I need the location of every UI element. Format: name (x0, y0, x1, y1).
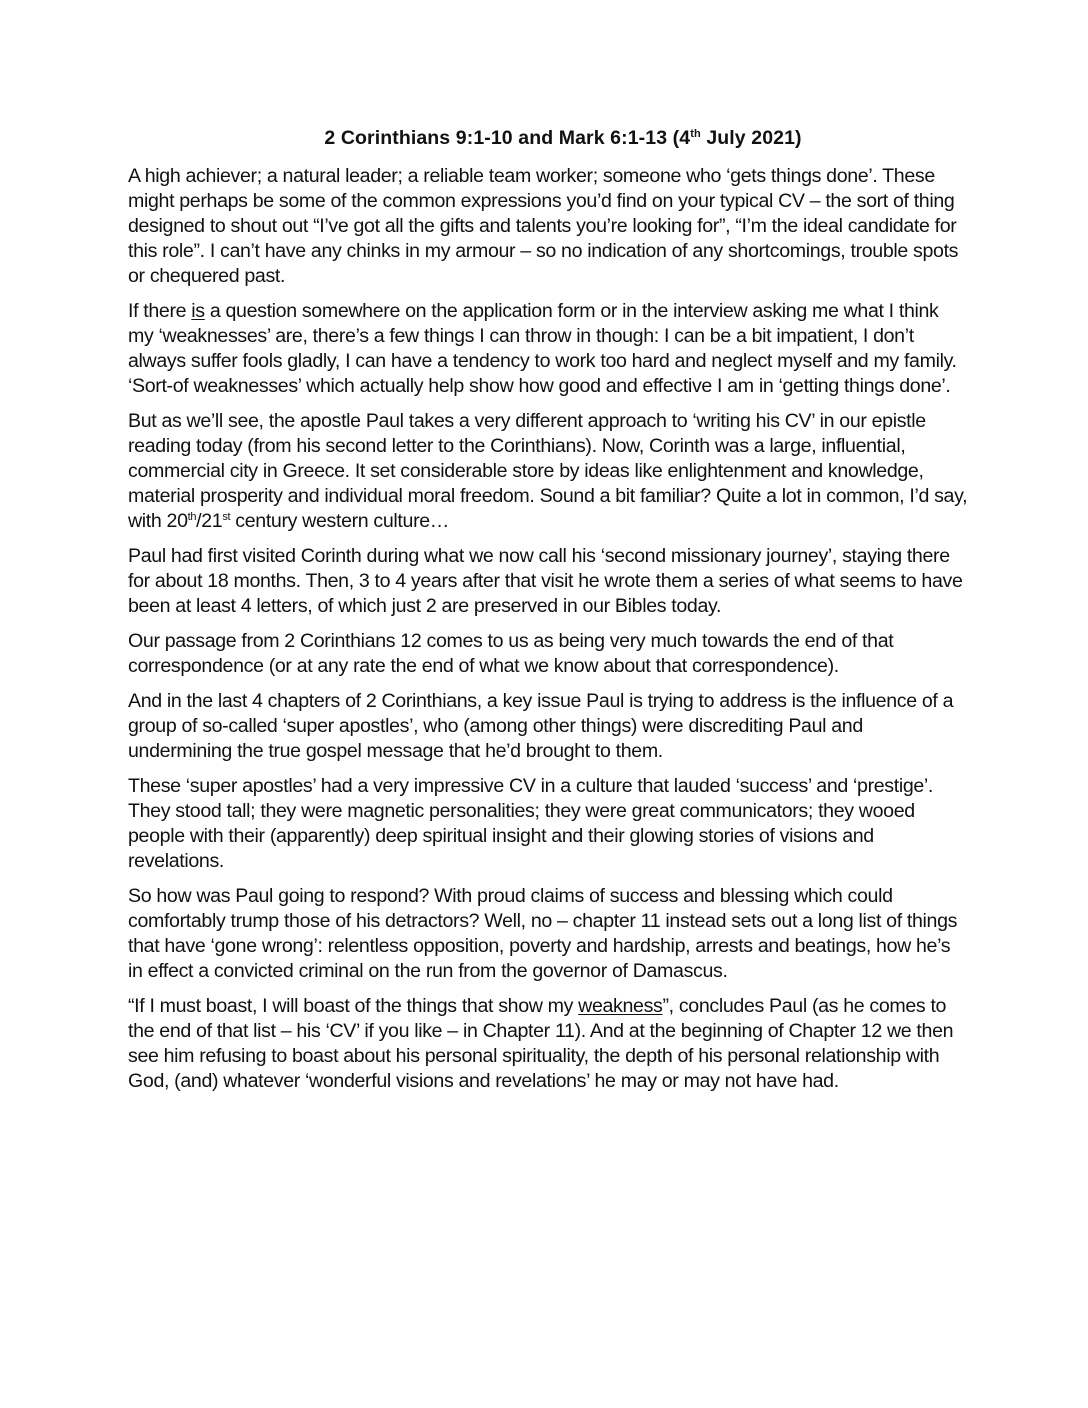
paragraph-5: Our passage from 2 Corinthians 12 comes to us as being very much towards the end of that correspondence (or at any rate the end of what we know about that correspondence). (128, 630, 894, 677)
paragraph-9 (128, 994, 968, 1094)
paragraph-2-post: a question somewhere on the application form or in the interview asking me what I think my ‘weaknesses’ are, there’s a few things I can throw in though: I can be a bit impatient, I don’t always suffer fools gladly, I can have a tendency to work too hard and neglect myself and my family. ‘Sort-of weaknesses’ which actually help show how good and effective I am in ‘getting things done’. (128, 300, 957, 397)
paragraph-3-post: century western culture… (230, 510, 450, 532)
paragraph-6: And in the last 4 chapters of 2 Corinthians, a key issue Paul is trying to address is the influence of a group of so-called ‘super apostles’, who (among other things) were discrediting Paul and undermining the true gospel message that he’d brought to them. (128, 690, 954, 762)
paragraph-4: Paul had first visited Corinth during what we now call his ‘second missionary journey’, staying there for about 18 months. Then, 3 to 4 years after that visit he wrote them a series of what seems to have been at least 4 letters, of which just 2 are preserved in our Bibles today. (128, 545, 963, 617)
paragraph-3 (128, 409, 968, 534)
paragraph-7: These ‘super apostles’ had a very impressive CV in a culture that lauded ‘success’ and ‘prestige’. They stood tall; they were magnetic personalities; they were great communicators; they wooed people with their (apparently) deep spiritual insight and their glowing stories of visions and revelations. (128, 775, 934, 872)
underlined-weakness: weakness (578, 995, 663, 1017)
title-prefix: 2 Corinthians 9:1-10 and Mark 6:1-13 (4 (324, 127, 691, 149)
paragraph-9-post: ”, concludes Paul (as he comes to the end of that list – his ‘CV’ if you like – in Chapter 11). And at the beginning of Chapter 12 we then see him refusing to boast about his personal spirituality, the depth of his personal relationship with God, (and) whatever ‘wonderful visions and revelations’ he may or may not have had. (128, 995, 954, 1092)
paragraph-1: A high achiever; a natural leader; a reliable team worker; someone who ‘gets things done’. These might perhaps be some of the common expressions you’d find on your typical CV – the sort of thing designed to shout out “I’ve got all the gifts and talents you’re looking for”, “I’m the ideal candidate for this role”. I can’t have any chinks in my armour – so no indication of any shortcomings, trouble spots or chequered past. (128, 165, 959, 287)
paragraph-2-pre: If there (128, 300, 192, 322)
paragraph-2 (128, 299, 968, 399)
superscript-st: st (222, 511, 231, 523)
paragraph-9-pre: “If I must boast, I will boast of the things that show my (128, 995, 579, 1017)
paragraph-3-pre: But as we’ll see, the apostle Paul takes a very different approach to ‘writing his CV’ in our epistle reading today (from his second letter to the Corinthians). Now, Corinth was a large, influential, commercial city in Greece. It set considerable store by ideas like enlightenment and knowledge, material prosperity and individual moral freedom. Sound a bit familiar? Quite a lot in common, I’d say, with 20 (128, 410, 968, 532)
title-superscript: th (690, 128, 701, 140)
document-page (128, 127, 968, 1104)
superscript-th: th (187, 511, 197, 523)
underlined-is: is (191, 300, 205, 322)
title-suffix: July 2021) (700, 127, 802, 149)
paragraph-3-mid: /21 (196, 510, 223, 532)
paragraph-8: So how was Paul going to respond? With proud claims of success and blessing which could comfortably trump those of his detractors? Well, no – chapter 11 instead sets out a long list of things that have ‘gone wrong’: relentless opposition, poverty and hardship, arrests and beatings, how he’s in effect a convicted criminal on the run from the governor of Damascus. (128, 885, 958, 982)
sermon-title (128, 127, 968, 150)
